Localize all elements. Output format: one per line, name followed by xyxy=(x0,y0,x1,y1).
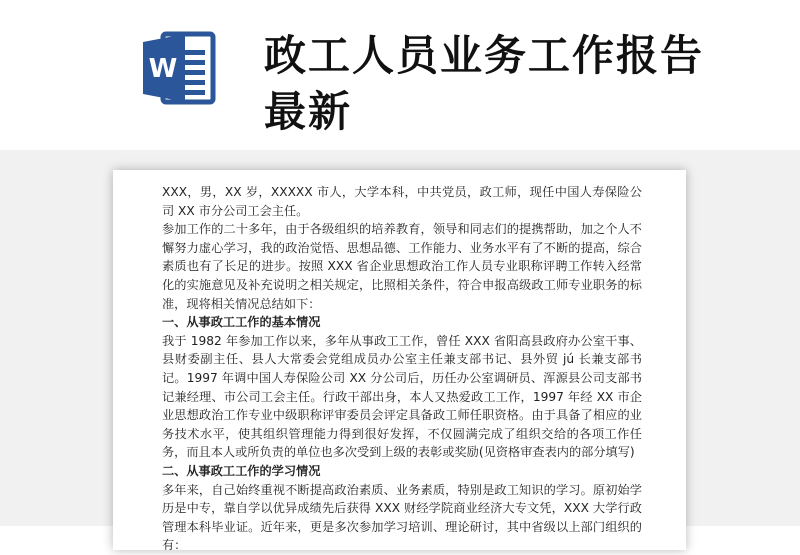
paragraph-summary: 参加工作的二十多年，由于各级组织的培养教育，领导和同志们的提携帮助，加之个人不懈努力虚心学习，我的政治觉悟、思想品德、工作能力、业务水平有了不断的提高，综合素质也有了长足的进步。按照 XXX 省企业思想政治工作人员专业职称评聘工作转入经常化的实施意见及补充说明之相关规定，比照相关条件，符合申报高级政工师专业职务的标准，现将相关情况总结如下： xyxy=(162,222,642,311)
word-icon-letter: W xyxy=(148,54,178,84)
section-heading-basic: 一、从事政工工作的基本情况 xyxy=(162,315,321,330)
section-heading-study: 二、从事政工工作的学习情况 xyxy=(162,463,321,478)
document-page xyxy=(113,170,686,553)
document-body xyxy=(162,183,642,555)
page-title: 政工人员业务工作报告最新 xyxy=(264,31,705,136)
paragraph-intro: XXX，男，XX 岁，XXXXX 市人，大学本科，中共党员，政工师，现任中国人寿保险公司 XX 市分公司工会主任。 xyxy=(162,185,642,218)
paragraph-basic: 我于 1982 年参加工作以来，多年从事政工工作，曾任 XXX 省阳高县政府办公室干事、县财委副主任、县人大常委会党组成员办公室主任兼支部书记、县外贸 jú 长兼支部书记。1997 年调中国人寿保险公司 XX 分公司后，历任办公室调研员、浑源县公司支部书记兼经理、市公司工会主任。行政干部出身，本人又热爱政工工作，1997 年经 XX 市企业思想政治工作专业中级职称评审委员会评定具备政工师任职资格。由于具备了相应的业务技术水平，使其组织管理能力得到很好发挥，不仅圆满完成了组织交给的各项工作任务，而且本人或所负责的单位也多次受到上级的表彰或奖励(见资格审查表内的部分填写) xyxy=(162,333,642,460)
word-document-icon xyxy=(141,28,217,108)
header-banner xyxy=(0,0,800,150)
paragraph-study: 多年来，自己始终重视不断提高政治素质、业务素质，特别是政工知识的学习。原初始学历是中专，靠自学以优异成绩先后获得 XXX 财经学院商业经济大专文凭，XXX 大学行政管理本科毕业证。近年来，更是多次参加学习培训、理论研讨，其中省级以上部门组织的有： xyxy=(162,482,642,553)
